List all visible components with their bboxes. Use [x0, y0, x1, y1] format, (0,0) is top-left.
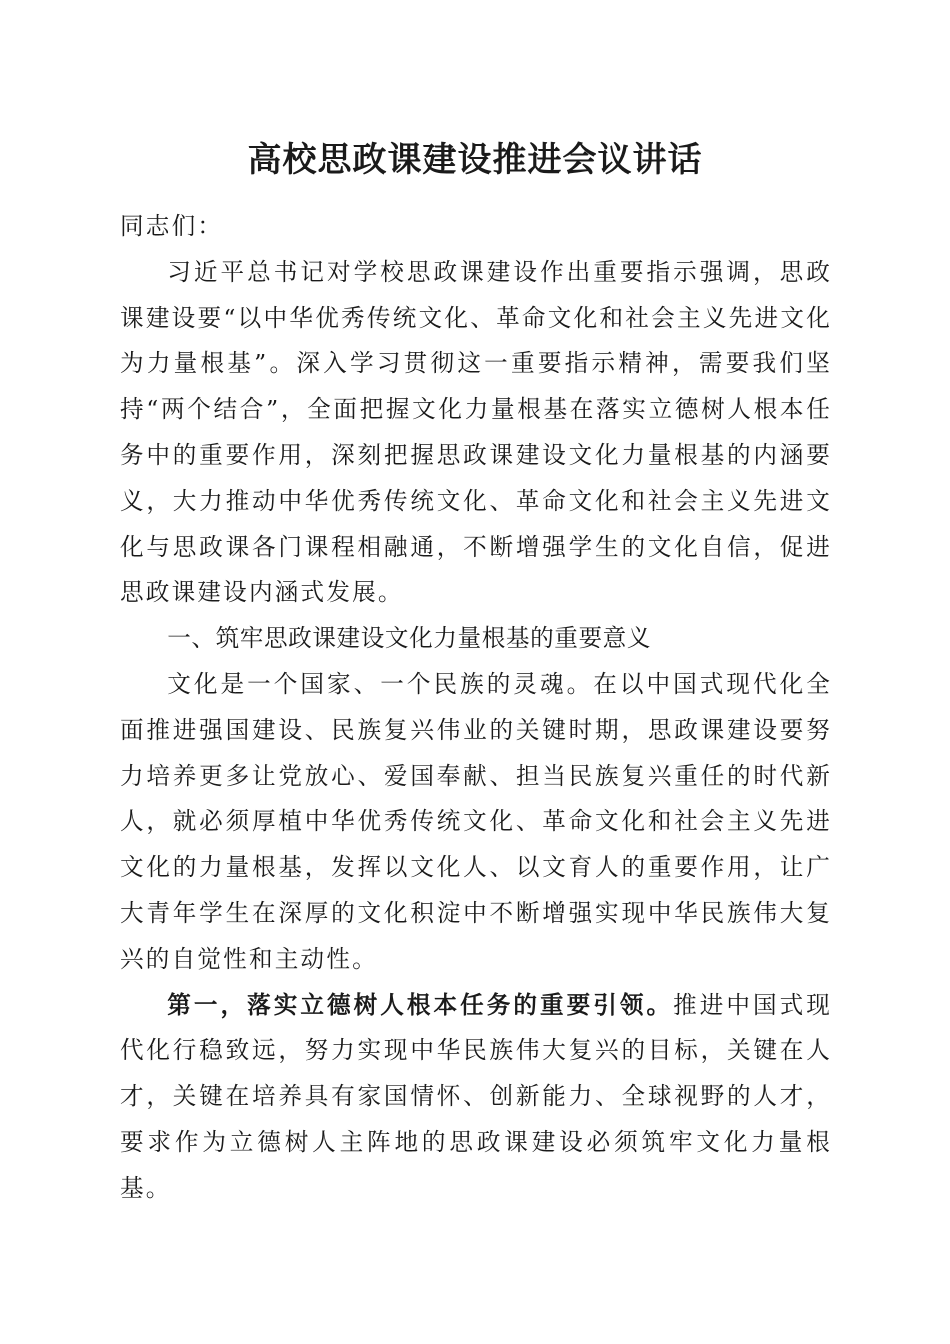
document-title: 高校思政课建设推进会议讲话 — [247, 140, 703, 180]
section-paragraph: 文化是一个国家、一个民族的灵魂。在以中国式现代化全面推进强国建设、民族复兴伟业的关键时期，思政课建设要努力培养更多让党放心、爱国奉献、担当民族复兴重任的时代新人，就必须厚植中华优秀传统文化、革命文化和社会主义先进文化的力量根基，发挥以文化人、以文育人的重要作用，让广大青年学生在深厚的文化积淀中不断增强实现中华民族伟大复兴的自觉性和主动性。 — [120, 669, 832, 973]
document-body — [120, 204, 832, 1212]
point-paragraph — [120, 983, 832, 1212]
point-lead: 第一，落实立德树人根本任务的重要引领。 — [167, 990, 674, 1019]
intro-paragraph: 习近平总书记对学校思政课建设作出重要指示强调，思政课建设要“以中华优秀传统文化、革命文化和社会主义先进文化为力量根基”。深入学习贯彻这一重要指示精神，需要我们坚持“两个结合”，全面把握文化力量根基在落实立德树人根本任务中的重要作用，深刻把握思政课建设文化力量根基的内涵要义，大力推动中华优秀传统文化、革命文化和社会主义先进文化与思政课各门课程相融通，不断增强学生的文化自信，促进思政课建设内涵式发展。 — [120, 257, 832, 607]
salutation: 同志们： — [120, 212, 224, 240]
point-text: 推进中国式现代化行稳致远，努力实现中华民族伟大复兴的目标，关键在人才，关键在培养具有家国情怀、创新能力、全球视野的人才，要求作为立德树人主阵地的思政课建设必须筑牢文化力量根基。 — [120, 990, 832, 1202]
section-heading: 一、筑牢思政课建设文化力量根基的重要意义 — [167, 624, 652, 653]
